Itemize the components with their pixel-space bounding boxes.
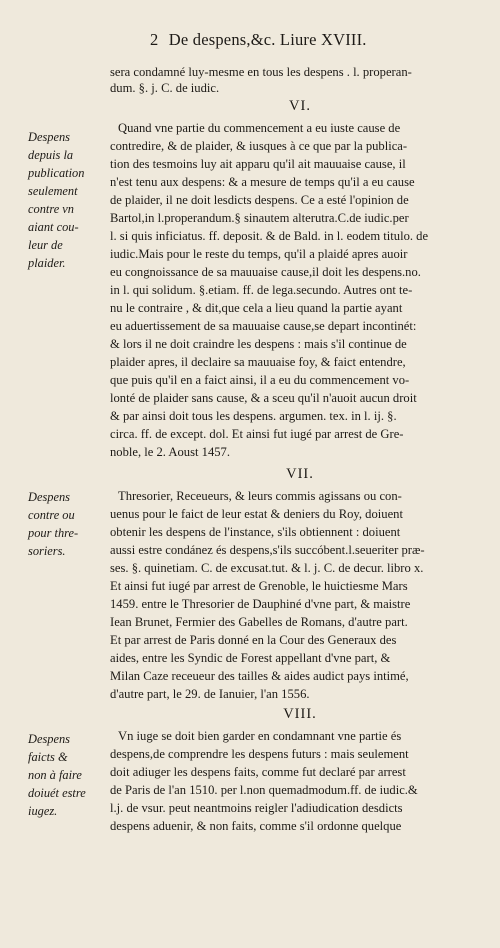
text-line: n'est tenu aux despens: & a mesure de temps qu'il a eu cause — [110, 175, 415, 189]
running-title: De despens,&c. Liure XVIII. — [168, 30, 367, 49]
text-line: eu congnoissance de sa mauuaise cause,il doit les despens.no. — [110, 265, 421, 279]
page-number: 2 — [150, 30, 159, 49]
text-line: despens,de comprendre les despens futurs : mais seulement — [110, 747, 409, 761]
margin-note-line: publication — [28, 166, 85, 180]
text-line: contredire, & de plaider, & iusques à ce que par la publica- — [110, 139, 408, 153]
margin-note-line: depuis la — [28, 148, 74, 162]
margin-note — [28, 488, 110, 560]
margin-note-line: soriers. — [28, 544, 66, 558]
text-line: de Paris de l'an 1510. per l.non quemadmodum.ff. de iudic.& — [110, 783, 418, 797]
margin-note-line: aiant cou- — [28, 220, 79, 234]
text-line: l. si quis inficiatus. ff. deposit. & de Bald. in l. eodem titulo. de — [110, 229, 429, 243]
text-line: noble, le 2. Aoust 1457. — [110, 445, 230, 459]
margin-note — [28, 128, 110, 272]
text-line: d'autre part, le 29. de Ianuier, l'an 1556. — [110, 687, 310, 701]
margin-note-line: contre vn — [28, 202, 74, 216]
text-line: uenus pour le faict de leur estat & deniers du Roy, doiuent — [110, 507, 403, 521]
text-line: iudic.Mais pour le reste du temps, qu'il a plaidé apres auoir — [110, 247, 408, 261]
margin-note-line: plaider. — [28, 256, 66, 270]
text-line: 1459. entre le Thresorier de Dauphiné d'vne part, & maistre — [110, 597, 411, 611]
text-line: doit adiuger les despens faits, comme fut declaré par arrest — [110, 765, 406, 779]
text-line: despens aduenir, & non faits, comme s'il ordonne quelque — [110, 819, 402, 833]
margin-note-line: seulement — [28, 184, 78, 198]
text-line: Quand vne partie du commencement a eu iuste cause de — [118, 121, 401, 135]
text-line: Milan Caze receueur des tailles & aides audict pays intimé, — [110, 669, 409, 683]
margin-note-line: contre ou — [28, 508, 75, 522]
margin-note-line: pour thre- — [28, 526, 79, 540]
margin-note-line: non à faire — [28, 768, 82, 782]
text-line: lonté de plaider sans cause, & a sceu qu'il n'auoit aucun droit — [110, 391, 417, 405]
margin-note-line: Despens — [28, 490, 70, 504]
text-line: ses. §. quinetiam. C. de excusat.tut. & l. j. C. de decur. libro x. — [110, 561, 424, 575]
text-line: tion des tesmoins luy ait apparu qu'il ait mauuaise cause, il — [110, 157, 406, 171]
text-line: aides, entre les Syndic de Forest appellant d'vne part, & — [110, 651, 391, 665]
text-line: & lors il ne doit craindre les despens : mais s'il continue de — [110, 337, 407, 351]
margin-note-line: faicts & — [28, 750, 68, 764]
text-line: nu le contraire , & dit,que cela a lieu quand la partie ayant — [110, 301, 403, 315]
text-line: plaider apres, il declaire sa mauuaise foy, & faict entendre, — [110, 355, 406, 369]
margin-note-line: leur de — [28, 238, 63, 252]
margin-note-line: doiuét estre — [28, 786, 86, 800]
section-number: VI. — [289, 98, 311, 114]
text-line: sera condamné luy-mesme en tous les despens . l. properan- — [110, 65, 412, 79]
margin-note-line: iugez. — [28, 804, 58, 818]
text-line: Vn iuge se doit bien garder en condamnant vne partie és — [118, 729, 402, 743]
text-line: que puis qu'il en a faict ainsi, il a eu du commencement vo- — [110, 373, 410, 387]
text-line: de plaider, il ne doit lesdicts despens. Ce a esté l'opinion de — [110, 193, 409, 207]
text-line: Iean Brunet, Fermier des Gabelles de Romans, d'autre part. — [110, 615, 408, 629]
text-line: & par ainsi doit tous les despens. argumen. tex. in l. ij. §. — [110, 409, 397, 423]
running-header — [150, 30, 490, 50]
margin-note-line: Despens — [28, 130, 70, 144]
text-line: Thresorier, Receueurs, & leurs commis agissans ou con- — [118, 489, 402, 503]
text-line: Et par arrest de Paris donné en la Cour des Generaux des — [110, 633, 397, 647]
section-number: VIII. — [283, 706, 317, 722]
section-number: VII. — [286, 466, 314, 482]
text-line: dum. §. j. C. de iudic. — [110, 81, 220, 95]
text-line: obtenir les despens de l'instance, s'ils obtiennent : doiuent — [110, 525, 401, 539]
text-line: Bartol,in l.properandum.§ sinautem alterutra.C.de iudic.per — [110, 211, 409, 225]
text-line: circa. ff. de except. dol. Et ainsi fut iugé par arrest de Gre- — [110, 427, 404, 441]
text-line: l.j. de vsur. peut neantmoins reigler l'adiudication desdicts — [110, 801, 403, 815]
text-line: eu aduertissement de sa mauuaise cause,se depart incontinét: — [110, 319, 417, 333]
text-line: Et ainsi fut iugé par arrest de Grenoble, le huictiesme Mars — [110, 579, 408, 593]
text-line: in l. qui solidum. §.etiam. ff. de lega.secundo. Autres ont te- — [110, 283, 413, 297]
text-line: aussi estre condánez és despens,s'ils succóbent.l.seueriter præ- — [110, 543, 425, 557]
margin-note — [28, 730, 110, 820]
margin-note-line: Despens — [28, 732, 70, 746]
